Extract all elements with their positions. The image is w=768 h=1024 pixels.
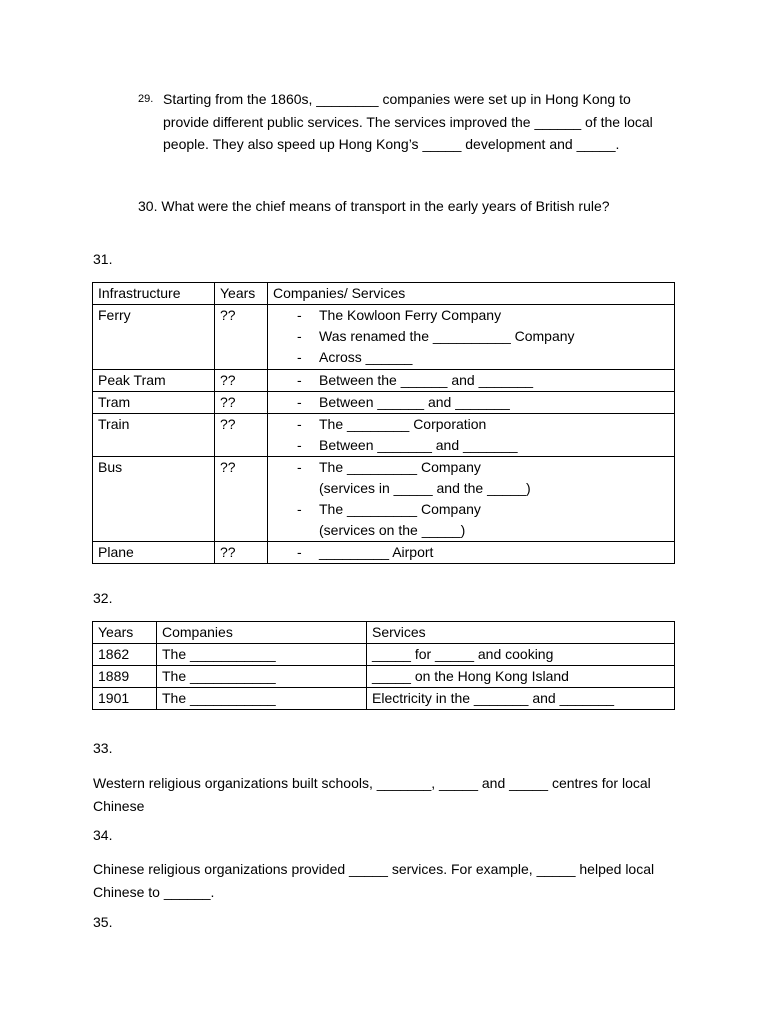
table-row bbox=[93, 688, 675, 710]
year-cell: 1862 bbox=[93, 644, 157, 666]
table-row bbox=[93, 305, 675, 370]
question-31-label: 31. bbox=[93, 251, 113, 267]
years-cell: ?? bbox=[215, 305, 268, 370]
services-cell bbox=[268, 370, 675, 392]
infra-cell: Peak Tram bbox=[93, 370, 215, 392]
table-row bbox=[93, 666, 675, 688]
list-item: - Across ______ bbox=[273, 347, 669, 368]
header-years: Years bbox=[215, 283, 268, 305]
list-item: - The Kowloon Ferry Company bbox=[273, 305, 669, 326]
list-item: - Between _______ and _______ bbox=[273, 435, 669, 456]
question-35-label: 35. bbox=[93, 914, 113, 930]
list-item: - Was renamed the __________ Company bbox=[273, 326, 669, 347]
list-item: - Between the ______ and _______ bbox=[273, 370, 669, 391]
utilities-table bbox=[92, 621, 675, 710]
question-34-text: Chinese religious organizations provided _____ services. For example, _____ helped local Chinese to ______. bbox=[93, 861, 655, 900]
services-cell bbox=[268, 305, 675, 370]
list-item: - The ________ Corporation bbox=[273, 414, 669, 435]
infra-cell: Ferry bbox=[93, 305, 215, 370]
list-item: - _________ Airport bbox=[273, 542, 669, 563]
table-header-row bbox=[93, 622, 675, 644]
year-cell: 1889 bbox=[93, 666, 157, 688]
infra-cell: Tram bbox=[93, 392, 215, 414]
question-33-text: Western religious organizations built schools, _______, _____ and _____ centres for local Chinese bbox=[93, 775, 651, 814]
question-32-label: 32. bbox=[93, 590, 113, 606]
year-cell: 1901 bbox=[93, 688, 157, 710]
service-cell: _____ for _____ and cooking bbox=[367, 644, 675, 666]
question-34-label: 34. bbox=[93, 827, 113, 843]
table-row bbox=[93, 370, 675, 392]
transport-table bbox=[92, 282, 675, 564]
services-cell bbox=[268, 392, 675, 414]
years-cell: ?? bbox=[215, 457, 268, 542]
question-29-number: 29. bbox=[138, 93, 154, 105]
years-cell: ?? bbox=[215, 392, 268, 414]
question-29 bbox=[138, 88, 678, 156]
services-cell bbox=[268, 457, 675, 542]
years-cell: ?? bbox=[215, 414, 268, 457]
company-cell: The ___________ bbox=[157, 666, 367, 688]
infra-cell: Plane bbox=[93, 542, 215, 564]
list-item: (services on the _____) bbox=[319, 522, 466, 538]
header-services: Services bbox=[367, 622, 675, 644]
services-cell bbox=[268, 542, 675, 564]
service-cell: Electricity in the _______ and _______ bbox=[367, 688, 675, 710]
years-cell: ?? bbox=[215, 542, 268, 564]
service-cell: _____ on the Hong Kong Island bbox=[367, 666, 675, 688]
company-cell: The ___________ bbox=[157, 644, 367, 666]
table-row bbox=[93, 457, 675, 542]
list-item: - The _________ Company bbox=[273, 499, 669, 520]
table-header-row bbox=[93, 283, 675, 305]
question-30 bbox=[138, 195, 678, 218]
list-item: - Between ______ and _______ bbox=[273, 392, 669, 413]
company-cell: The ___________ bbox=[157, 688, 367, 710]
table-row bbox=[93, 542, 675, 564]
table-row bbox=[93, 392, 675, 414]
question-33-label: 33. bbox=[93, 740, 113, 756]
header-companies-services: Companies/ Services bbox=[268, 283, 675, 305]
infra-cell: Bus bbox=[93, 457, 215, 542]
services-cell bbox=[268, 414, 675, 457]
question-30-text: 30. What were the chief means of transport in the early years of British rule? bbox=[138, 198, 610, 214]
infra-cell: Train bbox=[93, 414, 215, 457]
question-29-text: Starting from the 1860s, ________ companies were set up in Hong Kong to provide different public services. The services improved the ______ of the local people. They also speed up Hong Kong’s _____ development and _____. bbox=[163, 91, 653, 152]
table-row bbox=[93, 644, 675, 666]
header-companies: Companies bbox=[157, 622, 367, 644]
list-item: - The _________ Company bbox=[273, 457, 669, 478]
header-infrastructure: Infrastructure bbox=[93, 283, 215, 305]
table-row bbox=[93, 414, 675, 457]
list-item: (services in _____ and the _____) bbox=[319, 480, 531, 496]
header-years: Years bbox=[93, 622, 157, 644]
years-cell: ?? bbox=[215, 370, 268, 392]
